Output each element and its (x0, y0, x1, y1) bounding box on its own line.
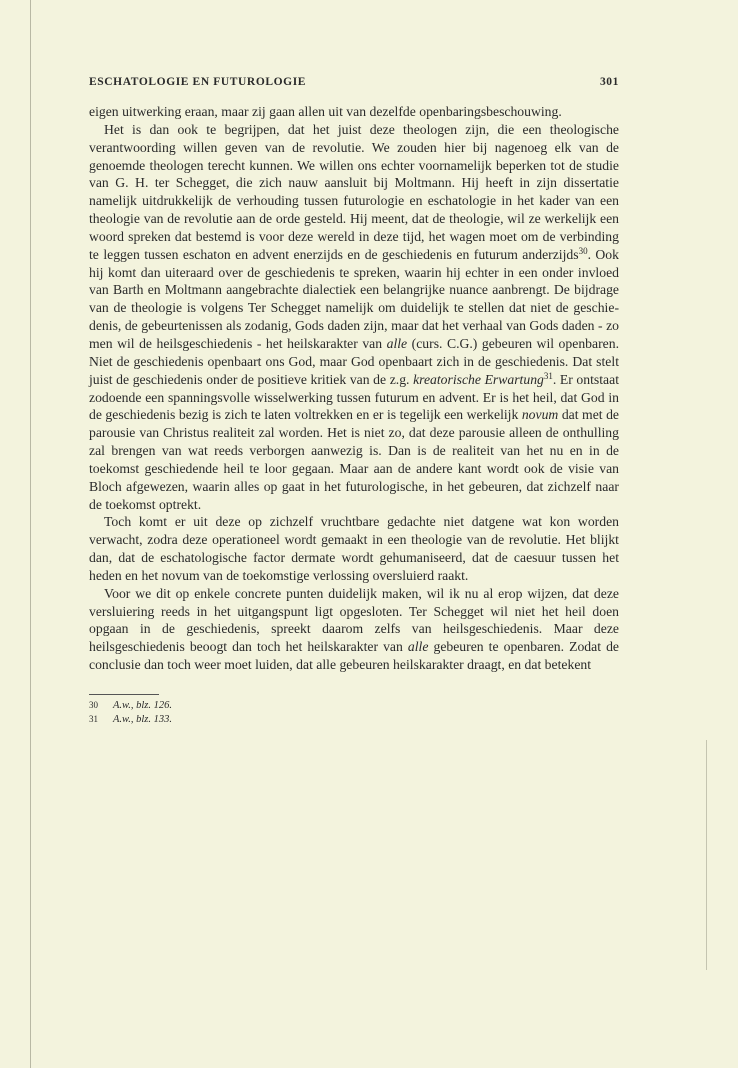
italic-alle: alle (386, 335, 408, 351)
paragraph-1: eigen uitwerking eraan, maar zij gaan allen uit van dezelfde openbaringsbeschouwing. (89, 104, 562, 119)
body-text (89, 103, 619, 674)
note-ref-30[interactable]: 30 (578, 245, 588, 256)
footnote-number: 30 (89, 700, 98, 710)
paragraph-4-part-b: gebeuren te openbaren. Zodat de conclusie dan toch weer moet luiden, dat alle gebeuren heilskarakter draagt, en dat betekent (89, 639, 619, 673)
running-header (89, 76, 619, 88)
scan-edge-left (30, 0, 31, 1068)
page-number: 301 (599, 76, 619, 88)
scan-edge-right (706, 740, 707, 970)
footnotes (89, 699, 619, 726)
paragraph-2-part-e: dat met de parousie van Christus realiteit zal worden. Het is niet zo, dat deze parousie alleen de onthulling zal brengen van wat reeds verborgen aanwezig is. Dan is de realiteit van het nu en in de toekomst geschiedende heil te loor gegaan. Maar aan de andere kant wordt ook de visie van Bloch afgewezen, waarin alles op gaat in het futurologische, in het gebeuren, dat zichzelf naar de toekomst optrekt. (89, 407, 619, 512)
paragraph-4 (89, 585, 619, 674)
note-ref-31[interactable]: 31 (543, 370, 553, 381)
running-title: ESCHATOLOGIE EN FUTUROLOGIE (89, 76, 307, 88)
paragraph-4-part-a: Voor we dit op enkele concrete punten duidelijk maken, wil ik nu al erop wijzen, dat deze versluiering reeds in het uitgangspunt ligt opgesloten. Ter Schegget wil niet het heil doen opgaan in de geschiedenis, spreekt daarom zelfs van heilsgeschiedenis. Maar deze heilsgeschiedenis beoogt dan toch het heilskarakter van (89, 585, 619, 655)
paragraph-2 (89, 121, 619, 514)
footnote-number: 31 (89, 713, 98, 724)
paragraph-3: Toch komt er uit deze op zichzelf vruchtbare gedachte niet datgene wat kon worden verwacht, zodra deze operationeel wordt gemaakt in een theologie van de revolutie. Het blijkt dan, dat de eschatologische factor dermate wordt gehumaniseerd, dat de caesuur tussen het heden en het novum van de toekomstige verlossing oversluierd raakt. (89, 514, 619, 583)
paragraph-2-part-b: . Ook hij komt dan uiteraard over de geschiedenis te spreken, waarin hij echter in een onder invloed van Barth en Moltmann aangebrachte dialectiek een belangrijke nuance aanbrengt. De bijdrage van de theologie is volgens Ter Schegget namelijk om duidelijk te stellen dat niet de geschiedenis, de gebeurtenissen als zodanig, Gods daden zijn, maar dat het verhaal van Gods daden - zo men wil de heilsgeschiedenis - het heilskarakter van (89, 246, 619, 351)
paragraph-2-part-a: Het is dan ook te begrijpen, dat het juist deze theologen zijn, die een theologische verantwoording willen geven van de revolutie. We zouden hier bij nagenoeg elk van de genoemde theologen terecht kunnen. We willen ons echter voornamelijk beperken tot de studie van G. H. ter Schegget, die zich nauw aansluit bij Moltmann. Hij heeft in zijn dissertatie namelijk uitdrukkelijk de verhouding tussen futurologie en eschatologie in het kader van een theologie van de revolutie aan de orde gesteld. Hij meent, dat de theologie, wil ze werkelijk een woord spreken dat bestemd is voor deze wereld in deze tijd, het wagen moet om de verbinding te leggen tussen eschaton en advent enerzijds en de geschiedenis en futurum anderzijds (89, 121, 619, 262)
paragraph-2-part-d: . Er ontstaat zodoende een spanningsvolle wisselwerking tussen futurum en advent. Er is het heil, dat God in de geschiedenis bezig is zich te laten voltrekken en er is tegelijk een werkelijk (89, 371, 619, 423)
book-page (89, 76, 619, 726)
footnote-31 (89, 713, 619, 727)
italic-novum: novum (521, 407, 559, 423)
footnote-divider (89, 694, 159, 695)
footnote-text: A.w., blz. 133. (113, 713, 173, 725)
italic-alle-2: alle (407, 639, 429, 655)
footnote-30 (89, 699, 619, 713)
paragraph-2-part-c: (curs. C.G.) gebeuren wil openbaren. Niet de geschiedenis openbaart ons God, maar God openbaart zich in de geschiedenis. Dat stelt juist de geschiedenis onder de positieve kritiek van de z.g. (89, 335, 619, 387)
italic-kreatorische-erwartung: kreatorische Erwartung (413, 371, 544, 387)
footnote-text: A.w., blz. 126. (113, 700, 173, 711)
